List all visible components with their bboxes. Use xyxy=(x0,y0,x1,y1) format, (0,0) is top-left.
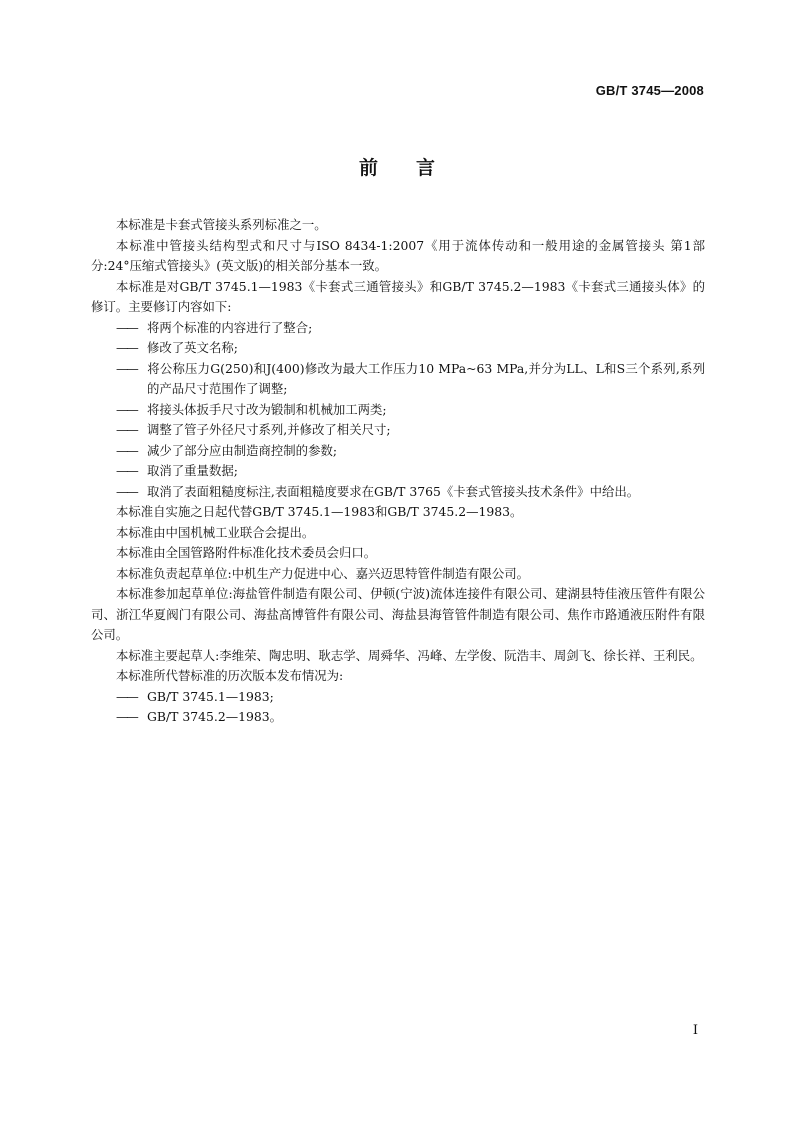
dash-bullet: —— xyxy=(116,442,137,458)
dash-bullet: —— xyxy=(116,709,137,724)
revision-item xyxy=(91,461,705,482)
standard-number: GB/T 3745—2008 xyxy=(595,83,704,98)
paragraph: 本标准中管接头结构型式和尺寸与ISO 8434-1:2007《用于流体传动和一般用途的金属管接头 第1部分:24°压缩式管接头》(英文版)的相关部分基本一致。 xyxy=(91,237,705,273)
dash-bullet: —— xyxy=(116,483,137,499)
dash-bullet: —— xyxy=(116,422,137,437)
dash-bullet: —— xyxy=(116,319,137,335)
paragraph: 本标准参加起草单位:海盐管件制造有限公司、伊顿(宁波)流体连接件有限公司、建湖县特佳液压管件有限公司、浙江华夏阀门有限公司、海盐高博管件有限公司、海盐县海管管件制造有限公司、焦作市路通液压附件有限公司。 xyxy=(91,586,705,642)
revision-text: 调整了管子外径尺寸系列,并修改了相关尺寸; xyxy=(147,422,391,437)
revision-text: 将公称压力G(250)和J(400)修改为最大工作压力10 MPa~63 MPa,并分为LL、L和S三个系列,系列的产品尺寸范围作了调整; xyxy=(147,360,705,396)
revision-text: 减少了部分应由制造商控制的参数; xyxy=(147,442,338,458)
revision-item xyxy=(91,441,705,462)
dash-bullet: —— xyxy=(116,688,137,704)
revision-item xyxy=(91,338,705,359)
paragraph: 本标准由中国机械工业联合会提出。 xyxy=(116,524,315,540)
revision-text: 取消了表面粗糙度标注,表面粗糙度要求在GB/T 3765《卡套式管接头技术条件》中给出。 xyxy=(147,483,640,499)
paragraph: 本标准自实施之日起代替GB/T 3745.1—1983和GB/T 3745.2—1983。 xyxy=(116,504,523,519)
history-item xyxy=(91,687,705,708)
revision-text: 将接头体扳手尺寸改为锻制和机械加工两类; xyxy=(147,401,387,417)
history-text: GB/T 3745.2—1983。 xyxy=(147,709,283,724)
dash-bullet: —— xyxy=(116,401,137,417)
paragraph: 本标准由全国管路附件标准化技术委员会归口。 xyxy=(116,545,377,560)
dash-bullet: —— xyxy=(116,463,137,478)
revision-text: 将两个标准的内容进行了整合; xyxy=(147,319,313,335)
page-title: 前言 xyxy=(358,157,473,179)
dash-bullet: —— xyxy=(116,360,137,376)
page-number: I xyxy=(692,1023,698,1038)
paragraph: 本标准是对GB/T 3745.1—1983《卡套式三通管接头》和GB/T 3745.2—1983《卡套式三通接头体》的修订。主要修订内容如下: xyxy=(91,278,705,314)
paragraph: 本标准所代替标准的历次版本发布情况为: xyxy=(116,668,344,683)
history-item xyxy=(91,707,705,728)
revision-item xyxy=(91,400,705,421)
history-text: GB/T 3745.1—1983; xyxy=(147,688,274,704)
paragraph: 本标准主要起草人:李维荣、陶忠明、耿志学、周舜华、冯峰、左学俊、阮浩丰、周剑飞、徐长祥、王利民。 xyxy=(116,647,703,663)
paragraph: 本标准负责起草单位:中机生产力促进中心、嘉兴迈思特管件制造有限公司。 xyxy=(116,565,530,581)
revision-item xyxy=(91,318,705,339)
revision-item xyxy=(91,420,705,441)
revision-item xyxy=(91,359,705,400)
revision-text: 取消了重量数据; xyxy=(147,463,238,478)
revision-text: 修改了英文名称; xyxy=(147,340,238,355)
revision-item xyxy=(91,482,705,503)
paragraph: 本标准是卡套式管接头系列标准之一。 xyxy=(116,217,327,232)
dash-bullet: —— xyxy=(116,340,137,355)
document-body xyxy=(91,215,705,728)
